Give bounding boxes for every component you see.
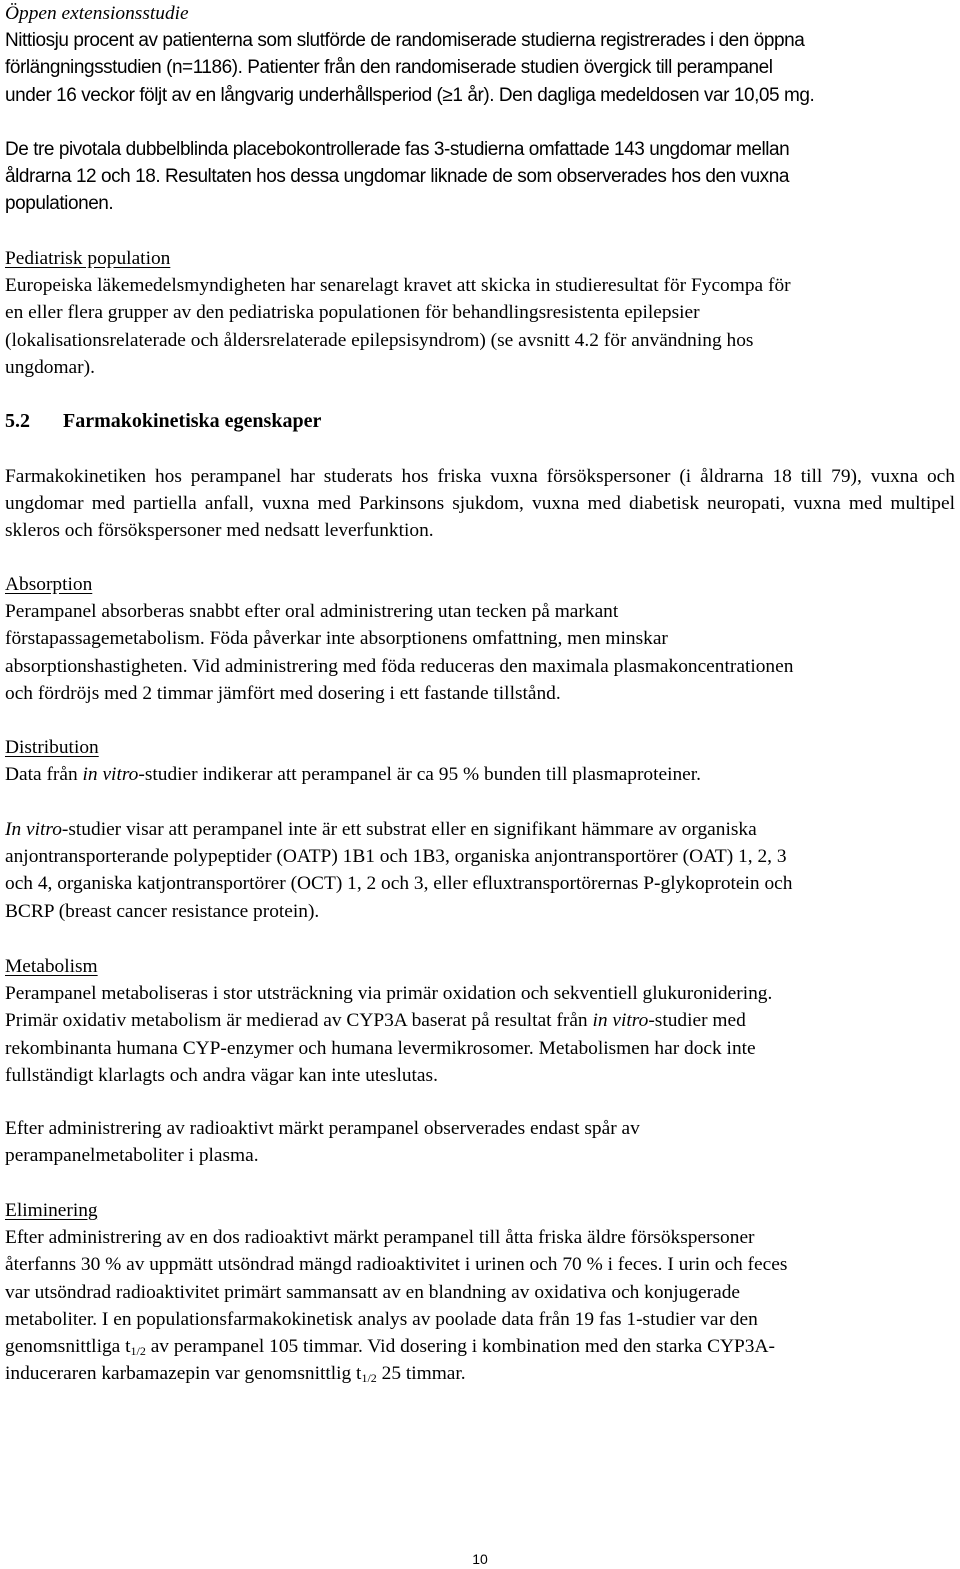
distribution-section — [5, 734, 955, 788]
transporters-line-3: och 4, organiska katjontransportörer (OCT) 1, 2 och 3, eller efluxtransportörernas P-glykoprotein och — [5, 873, 793, 895]
extension-study-section — [5, 0, 955, 109]
elimination-line-4: metaboliter. I en populationsfarmakokinetisk analys av poolade data från 19 fas 1-studier var den — [5, 1308, 758, 1330]
elimination-line-6: induceraren karbamazepin var genomsnittlig $t_{1/2}$ 25 timmar. — [5, 1363, 466, 1386]
elimination-section — [5, 1197, 955, 1387]
pediatric-heading: Pediatrisk population — [5, 248, 171, 269]
metabolism-line-2: Primär oxidativ metabolism är medierad av CYP3A baserat på resultat från in vitro-studier med — [5, 1010, 746, 1032]
metabolites-paragraph — [5, 1115, 955, 1169]
extension-study-line-1: Nittiosju procent av patienterna som slutförde de randomiserade studierna registrerades i den öppna — [5, 30, 805, 52]
metabolites-line-2: perampanelmetaboliter i plasma. — [5, 1145, 259, 1167]
pk-intro-text: Farmakokinetiken hos perampanel har studerats hos friska vuxna försökspersoner (i åldrarna 18 till 79), vuxna och ungdomar med partiella anfall, vuxna med Parkinsons sjukdom, vuxna med diabetisk neuropati, vuxna med multipel skleros och försökspersoner med nedsatt leverfunktion. — [5, 466, 955, 542]
elimination-line-5: genomsnittliga $t_{1/2}$ av perampanel 105 timmar. Vid dosering i kombination med den starka CYP3A- — [5, 1336, 775, 1359]
pivotal-line-3: populationen. — [5, 193, 114, 215]
pediatric-line-2: en eller flera grupper av den pediatriska populationen för behandlingsresistenta epilepsier — [5, 302, 700, 324]
absorption-section — [5, 571, 955, 707]
elimination-line-3: var utsöndrad radioaktivitet primärt sammansatt av en blandning av oxidativa och konjugerade — [5, 1281, 741, 1303]
metabolism-heading: Metabolism — [5, 956, 98, 977]
absorption-line-4: och fördröjs med 2 timmar jämfört med dosering i ett fastande tillstånd. — [5, 682, 561, 704]
distribution-transporters-paragraph — [5, 816, 955, 925]
pivotal-studies-paragraph — [5, 136, 955, 218]
metabolism-line-3: rekombinanta humana CYP-enzymer och humana levermikrosomer. Metabolismen har dock inte — [5, 1037, 756, 1059]
absorption-line-1: Perampanel absorberas snabbt efter oral administrering utan tecken på markant — [5, 601, 619, 623]
pk-intro-paragraph — [5, 463, 955, 545]
transporters-line-4: BCRP (breast cancer resistance protein). — [5, 900, 320, 922]
metabolites-line-1: Efter administrering av radioaktivt märkt perampanel observerades endast spår av — [5, 1118, 640, 1139]
extension-study-heading: Öppen extensionsstudie — [5, 3, 189, 24]
absorption-line-3: absorptionshastigheten. Vid administrering med föda reduceras den maximala plasmakoncentrationen — [5, 655, 794, 677]
absorption-line-2: förstapassagemetabolism. Föda påverkar inte absorptionens omfattning, men minskar — [5, 628, 668, 650]
transporters-line-2: anjontransporterande polypeptider (OATP) 1B1 och 1B3, organiska anjontransportörer (OAT) 1, 2, 3 — [5, 846, 787, 868]
pivotal-line-2: åldrarna 12 och 18. Resultaten hos dessa ungdomar liknade de som observerades hos den vuxna — [5, 166, 789, 188]
page-number: 10 — [472, 1551, 488, 1567]
section-number: 5.2 — [5, 410, 30, 432]
metabolism-line-1: Perampanel metaboliseras i stor utsträckning via primär oxidation och sekventiell glukuronidering. — [5, 983, 773, 1005]
section-title: Farmakokinetiska egenskaper — [63, 410, 322, 432]
pediatric-line-1: Europeiska läkemedelsmyndigheten har senarelagt kravet att skicka in studieresultat för Fycompa för — [5, 275, 791, 297]
section-heading — [5, 408, 955, 435]
pediatric-section — [5, 245, 955, 381]
transporters-line-1: In vitro-studier visar att perampanel inte är ett substrat eller en signifikant hämmare av organiska — [5, 819, 757, 840]
absorption-heading: Absorption — [5, 574, 93, 595]
pivotal-line-1: De tre pivotala dubbelblinda placebokontrollerade fas 3-studierna omfattade 143 ungdomar mellan — [5, 139, 790, 160]
extension-study-line-3: under 16 veckor följt av en långvarig underhållsperiod (≥1 år). Den dagliga medeldosen var 10,05 mg. — [5, 84, 815, 106]
metabolism-section — [5, 953, 955, 1089]
greater-equal-symbol: ≥ — [442, 84, 453, 106]
metabolism-line-4: fullständigt klarlagts och andra vägar kan inte uteslutas. — [5, 1064, 438, 1086]
distribution-heading: Distribution — [5, 737, 99, 758]
elimination-line-1: Efter administrering av en dos radioaktivt märkt perampanel till åtta friska äldre försökspersoner — [5, 1227, 755, 1249]
elimination-line-2: återfanns 30 % av uppmätt utsöndrad mängd radioaktivitet i urinen och 70 % i feces. I urin och feces — [5, 1254, 788, 1276]
extension-study-line-2: förlängningsstudien (n=1186). Patienter från den randomiserade studien övergick till perampanel — [5, 57, 773, 79]
pediatric-line-3: (lokalisationsrelaterade och åldersrelaterade epilepsisyndrom) (se avsnitt 4.2 för användning hos — [5, 329, 754, 351]
pediatric-line-4: ungdomar). — [5, 356, 95, 378]
elimination-heading: Eliminering — [5, 1200, 98, 1221]
distribution-line-1: Data från in vitro-studier indikerar att perampanel är ca 95 % bunden till plasmaproteiner. — [5, 764, 702, 786]
